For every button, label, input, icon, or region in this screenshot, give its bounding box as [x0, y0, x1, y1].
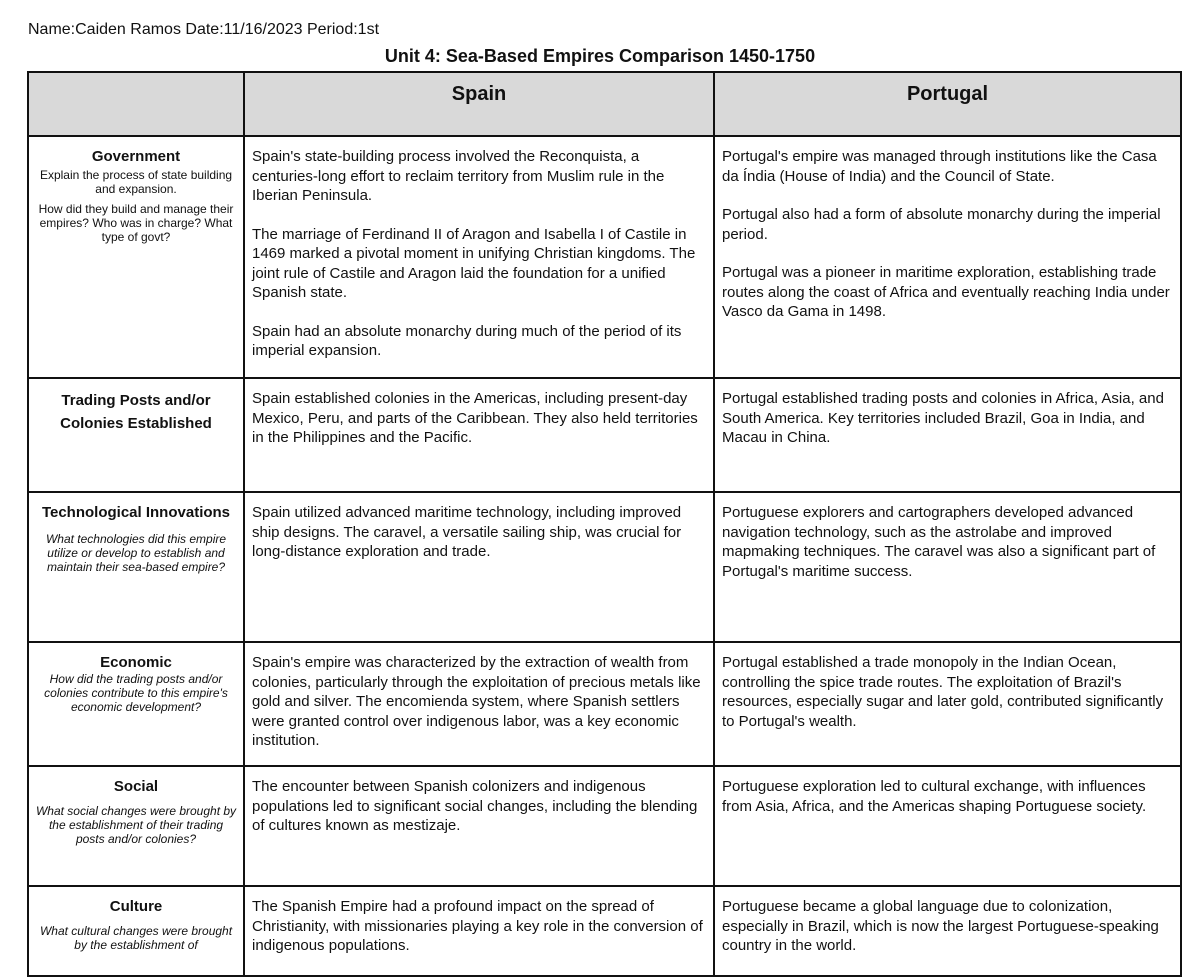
- row-label-culture: [28, 886, 244, 976]
- portugal-culture-cell: Portuguese became a global language due to colonization, especially in Brazil, which is now the largest Portuguese-speaking country in the world.: [714, 886, 1181, 976]
- spain-trading-cell: Spain established colonies in the Americas, including present-day Mexico, Peru, and parts of the Caribbean. They also held territories in the Philippines and the Pacific.: [244, 378, 714, 492]
- row-title: Technological Innovations: [41, 504, 231, 521]
- row-title: Economic: [100, 654, 172, 671]
- row-label-government: [28, 136, 244, 378]
- row-question: What cultural changes were brought by the establishment of: [39, 924, 233, 952]
- paragraph: Portugal's empire was managed through institutions like the Casa da Índia (House of India) and the Council of State.: [722, 148, 1157, 185]
- portugal-government-cell: [714, 136, 1181, 378]
- portugal-economic-cell: Portugal established a trade monopoly in the Indian Ocean, controlling the spice trade routes. The exploitation of Brazil's resources, especially sugar and later gold, contributed significantly to Portugal's wealth.: [714, 642, 1181, 766]
- comparison-table: [27, 71, 1182, 977]
- spain-government-cell: [244, 136, 714, 378]
- row-title: Trading Posts and/or Colonies Established: [60, 392, 212, 432]
- row-label-social: [28, 766, 244, 886]
- row-question: What technologies did this empire utilize or develop to establish and maintain their sea-based empire?: [45, 532, 227, 574]
- header-blank-cell: [28, 72, 244, 136]
- student-info-line: Name:Caiden Ramos Date:11/16/2023 Period:1st: [28, 21, 380, 38]
- row-label-economic: [28, 642, 244, 766]
- row-question: How did the trading posts and/or colonies contribute to this empire's economic development?: [44, 672, 228, 714]
- spain-technology-cell: Spain utilized advanced maritime technology, including improved ship designs. The caravel, a versatile sailing ship, was crucial for long-distance exploration and trade.: [244, 492, 714, 642]
- portugal-technology-cell: Portuguese explorers and cartographers developed advanced navigation technology, such as the astrolabe and improved mapmaking techniques. The caravel was also a significant part of Portugal's maritime success.: [714, 492, 1181, 642]
- row-question: What social changes were brought by the establishment of their trading posts and/or colonies?: [35, 804, 237, 846]
- table-row: [28, 136, 1181, 378]
- table-header-row: [28, 72, 1181, 136]
- spain-culture-cell: The Spanish Empire had a profound impact on the spread of Christianity, with missionaries playing a key role in the conversion of indigenous populations.: [244, 886, 714, 976]
- table-row: [28, 766, 1181, 886]
- paragraph: The marriage of Ferdinand II of Aragon and Isabella I of Castile in 1469 marked a pivotal moment in unifying Christian kingdoms. The joint rule of Castile and Aragon laid the foundation for a unified Spanish state.: [252, 225, 696, 301]
- table-row: [28, 492, 1181, 642]
- portugal-social-cell: Portuguese exploration led to cultural exchange, with influences from Asia, Africa, and the Americas shaping Portuguese society.: [714, 766, 1181, 886]
- row-label-trading-posts: [28, 378, 244, 492]
- row-title: Social: [113, 778, 159, 795]
- table-row: [28, 886, 1181, 976]
- portugal-trading-cell: Portugal established trading posts and colonies in Africa, Asia, and South America. Key territories included Brazil, Goa in India, and Macau in China.: [714, 378, 1181, 492]
- column-header-spain: Spain: [244, 72, 714, 136]
- row-description: Explain the process of state building and expansion.: [39, 168, 233, 196]
- row-title: Culture: [109, 898, 163, 915]
- row-question: How did they build and manage their empires? Who was in charge? What type of govt?: [38, 202, 234, 244]
- paragraph: Spain's state-building process involved the Reconquista, a centuries-long effort to reclaim territory from Muslim rule in the Iberian Peninsula.: [252, 148, 665, 204]
- paragraph: Spain had an absolute monarchy during much of the period of its imperial expansion.: [252, 322, 682, 359]
- column-header-portugal: Portugal: [714, 72, 1181, 136]
- spain-economic-cell: Spain's empire was characterized by the extraction of wealth from colonies, particularly through the exploitation of precious metals like gold and silver. The encomienda system, where Spanish settlers were granted control over indigenous labor, was a key economic institution.: [244, 642, 714, 766]
- row-label-technology: [28, 492, 244, 642]
- spain-social-cell: The encounter between Spanish colonizers and indigenous populations led to significant social changes, including the blending of cultures known as mestizaje.: [244, 766, 714, 886]
- paragraph: Portugal also had a form of absolute monarchy during the imperial period.: [722, 206, 1161, 243]
- paragraph: Portugal was a pioneer in maritime exploration, establishing trade routes along the coast of Africa and eventually reaching India under Vasco da Gama in 1498.: [722, 264, 1170, 320]
- table-row: [28, 642, 1181, 766]
- table-row: [28, 378, 1181, 492]
- row-title: Government: [91, 148, 181, 165]
- document-title: Unit 4: Sea-Based Empires Comparison 1450-1750: [384, 46, 816, 66]
